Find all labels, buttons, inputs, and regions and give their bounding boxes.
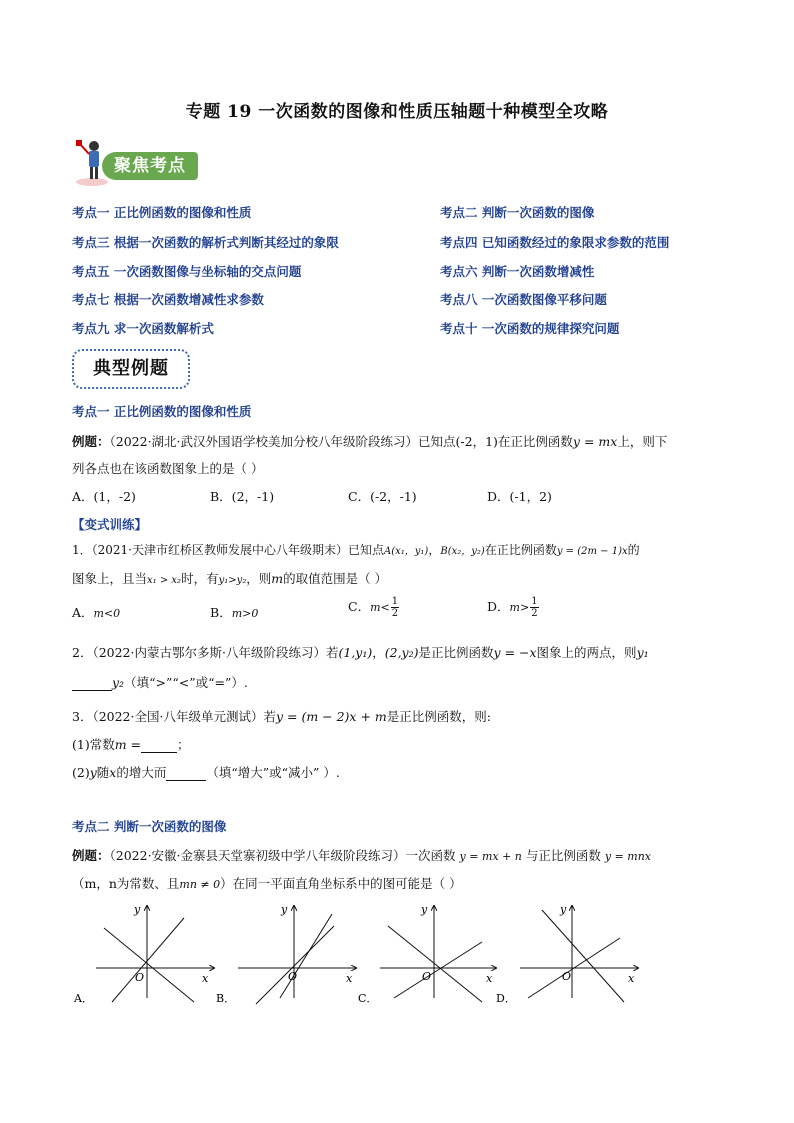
option-c: C．(-2，-1) xyxy=(348,489,417,504)
example-label: 例题： xyxy=(72,848,110,863)
svg-text:A．: A． xyxy=(74,992,93,1005)
sec1-example-line2: 列各点也在该函数图象上的是（ ） xyxy=(72,461,264,476)
example-label: 例题： xyxy=(72,434,110,449)
kaodian-link-1[interactable]: 考点一 正比例函数的图像和性质 xyxy=(72,205,252,220)
option-d: D．(-1，2) xyxy=(487,489,552,504)
answer-blank[interactable] xyxy=(72,678,112,691)
kaodian-link-7[interactable]: 考点七 根据一次函数增减性求参数 xyxy=(72,292,264,307)
q1-line1: 1．（2021·天津市红桥区教师发展中心八年级期末）已知点A(x₁，y₁)，B(x₂，y₂)在正比例函数y = (2m − 1)x的 xyxy=(72,543,640,557)
kaodian-link-5[interactable]: 考点五 一次函数图像与坐标轴的交点问题 xyxy=(72,264,302,279)
svg-text:x: x xyxy=(628,972,635,985)
svg-text:x: x xyxy=(346,972,353,985)
sec1-example-line1: 例题：（2022·湖北·武汉外国语学校美加分校八年级阶段练习）已知点(-2，1)在正比例函数y = mx上，则下 xyxy=(72,434,668,449)
fraction-one-half: $\frac{1}{2}$ xyxy=(531,596,538,619)
svg-text:C．: C． xyxy=(358,992,378,1005)
focus-banner-label: 聚焦考点 xyxy=(102,152,198,180)
graph-b[interactable] xyxy=(216,903,356,1005)
kaodian-link-8[interactable]: 考点八 一次函数图像平移问题 xyxy=(440,292,607,307)
graph-d[interactable] xyxy=(496,903,638,1005)
section1-heading: 考点一 正比例函数的图像和性质 xyxy=(72,404,252,419)
kaodian-link-10[interactable]: 考点十 一次函数的规律探究问题 xyxy=(440,321,620,336)
q3-part2: (2)y随x的增大而 （填“增大”或“减小” ）. xyxy=(72,765,340,780)
q1-option-a: A．m<0 xyxy=(72,605,121,620)
svg-text:x: x xyxy=(202,972,209,985)
kaodian-link-2[interactable]: 考点二 判断一次函数的图像 xyxy=(440,205,595,220)
answer-blank[interactable] xyxy=(141,740,177,753)
q2-line1: 2．（2022·内蒙古鄂尔多斯·八年级阶段练习）若(1,y₁)，(2,y₂)是正比例函数y = −x图象上的两点，则y₁ xyxy=(72,645,649,660)
graph-c[interactable] xyxy=(358,903,496,1005)
graph-a[interactable] xyxy=(73,903,214,1005)
svg-text:O: O xyxy=(135,971,145,984)
option-a: A．(1，-2) xyxy=(72,489,136,504)
sec2-example-line1: 例题：（2022·安徽·金寨县天堂寨初级中学八年级阶段练习）一次函数 y = mx + n 与正比例函数 y = mnx xyxy=(72,848,652,863)
svg-text:O: O xyxy=(562,970,572,983)
sec2-example-line2: （m，n为常数、且mn ≠ 0）在同一平面直角坐标系中的图可能是（ ） xyxy=(72,876,462,891)
svg-text:B．: B． xyxy=(216,992,236,1005)
svg-text:y: y xyxy=(421,903,428,916)
svg-text:y: y xyxy=(281,903,288,916)
section2-heading: 考点二 判断一次函数的图像 xyxy=(72,819,227,834)
svg-text:O: O xyxy=(422,970,432,983)
svg-text:D．: D． xyxy=(496,992,516,1005)
kaodian-link-6[interactable]: 考点六 判断一次函数增减性 xyxy=(440,264,595,279)
q1-option-b: B．m>0 xyxy=(210,605,259,620)
q1-option-d: D．m> $\frac{1}{2}$ xyxy=(487,596,538,619)
kaodian-link-3[interactable]: 考点三 根据一次函数的解析式判断其经过的象限 xyxy=(72,235,339,250)
focus-banner xyxy=(72,138,202,188)
svg-text:O: O xyxy=(288,970,298,983)
option-b: B．(2，-1) xyxy=(210,489,275,504)
q1-option-c: C．m< $\frac{1}{2}$ xyxy=(348,596,399,619)
kaodian-link-4[interactable]: 考点四 已知函数经过的象限求参数的范围 xyxy=(440,235,670,250)
svg-text:y: y xyxy=(134,903,141,916)
graph-options xyxy=(72,898,732,1008)
q1-line2: 图象上，且当x₁ > x₂时，有y₁>y₂，则m的取值范围是（ ） xyxy=(72,571,388,586)
equation: y = mx xyxy=(572,434,618,449)
fraction-one-half: $\frac{1}{2}$ xyxy=(391,596,399,619)
variant-training-label: 【变式训练】 xyxy=(72,517,148,532)
svg-text:y: y xyxy=(560,903,567,916)
answer-blank[interactable] xyxy=(166,768,206,781)
kaodian-link-9[interactable]: 考点九 求一次函数解析式 xyxy=(72,321,214,336)
q3-part1: (1)常数m = ； xyxy=(72,737,190,752)
svg-text:x: x xyxy=(486,972,493,985)
typical-examples-box: 典型例题 xyxy=(72,349,190,389)
page-title: 专题 19 一次函数的图像和性质压轴题十种模型全攻略 xyxy=(185,102,609,122)
q3-line1: 3．（2022·全国·八年级单元测试）若y = (m − 2)x + m是正比例函数，则: xyxy=(72,709,491,724)
q2-line2: y₂（填“>”“<”或“=”）. xyxy=(72,673,732,691)
